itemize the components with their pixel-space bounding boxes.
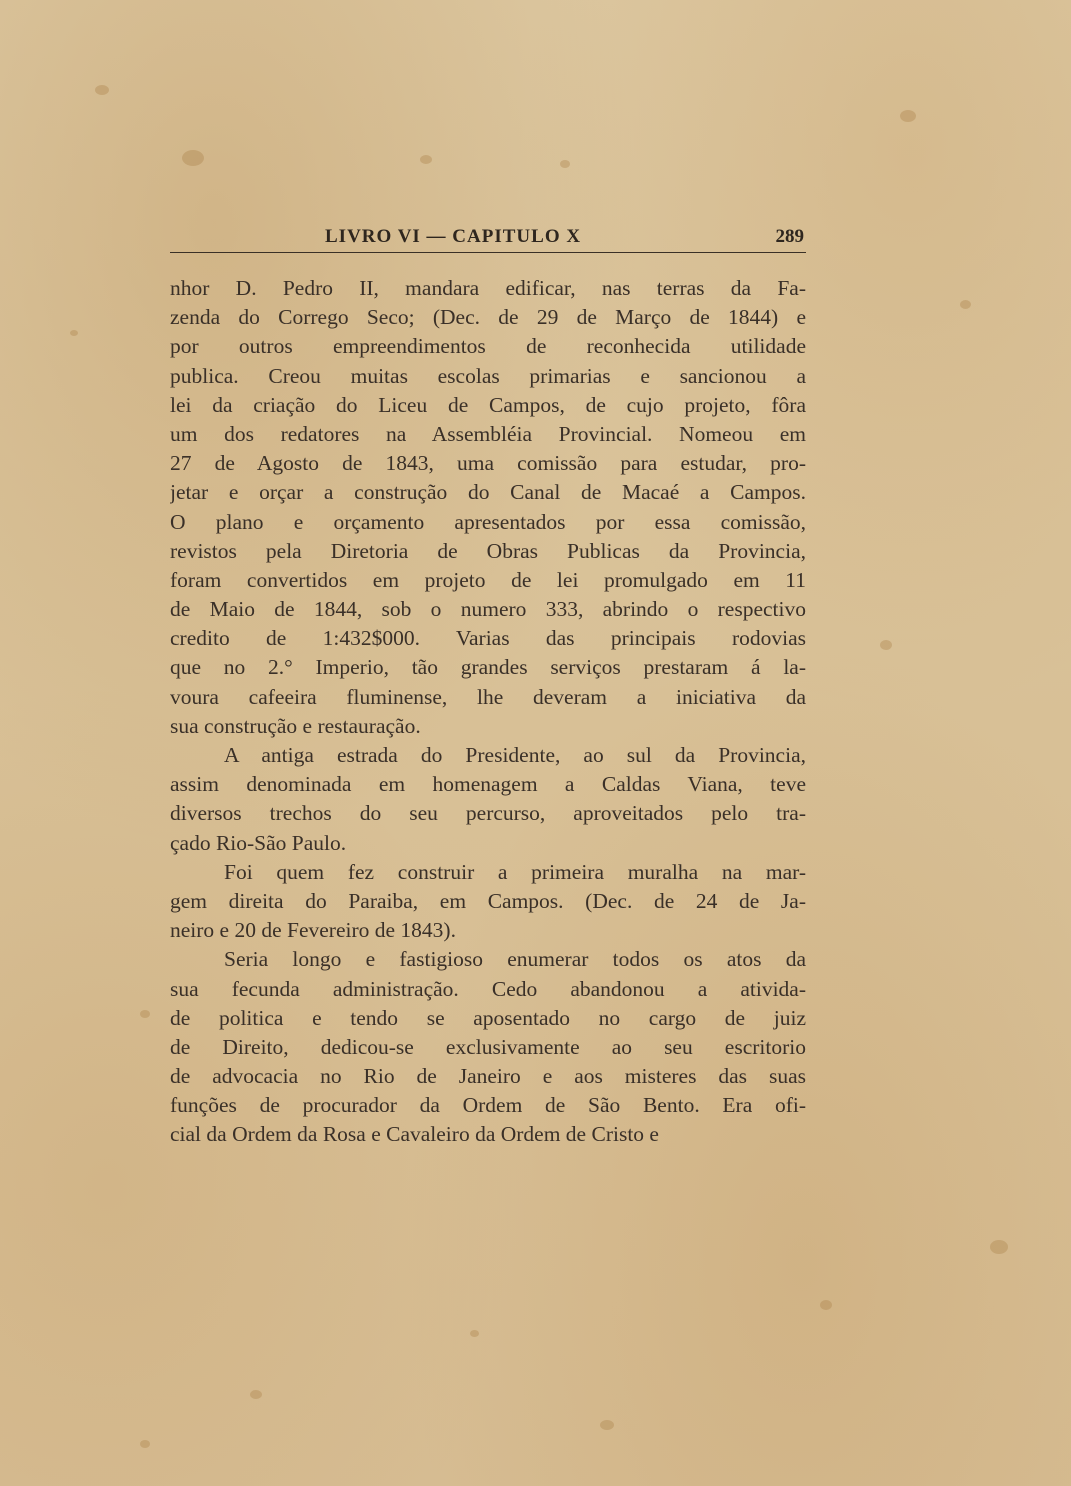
text-line: de politica e tendo se aposentado no cargo de juiz <box>170 1005 806 1030</box>
foxing-spot <box>140 1010 150 1018</box>
text-line: voura cafeeira fluminense, lhe deveram a iniciativa da <box>170 684 806 709</box>
foxing-spot <box>70 330 78 336</box>
text-line: foram convertidos em projeto de lei promulgado em 11 <box>170 567 806 592</box>
text-line: publica. Creou muitas escolas primarias e sancionou a <box>170 363 806 388</box>
foxing-spot <box>560 160 570 168</box>
text-line: neiro e 20 de Fevereiro de 1843). <box>170 918 456 943</box>
text-line: 27 de Agosto de 1843, uma comissão para estudar, pro- <box>170 451 806 476</box>
text-line: funções de procurador da Ordem de São Bento. Era ofi- <box>170 1093 806 1118</box>
text-line: de Maio de 1844, sob o numero 333, abrindo o respectivo <box>170 597 806 622</box>
foxing-spot <box>250 1390 262 1399</box>
text-line: zenda do Corrego Seco; (Dec. de 29 de Março de 1844) e <box>170 305 806 330</box>
foxing-spot <box>880 640 892 650</box>
text-line: sua construção e restauração. <box>170 713 421 738</box>
text-line: nhor D. Pedro II, mandara edificar, nas terras da Fa- <box>170 276 806 300</box>
text-line: revistos pela Diretoria de Obras Publicas da Provincia, <box>170 538 806 563</box>
text-line: diversos trechos do seu percurso, aproveitados pelo tra- <box>170 801 806 826</box>
text-line: de advocacia no Rio de Janeiro e aos misteres das suas <box>170 1064 806 1089</box>
text-line: de Direito, dedicou-se exclusivamente ao seu escritorio <box>170 1034 806 1059</box>
text-line: sua fecunda administração. Cedo abandonou a ativida- <box>170 976 806 1001</box>
text-line: Foi quem fez construir a primeira muralha na mar- <box>224 859 806 884</box>
foxing-spot <box>95 85 109 95</box>
text-line: gem direita do Paraiba, em Campos. (Dec. de 24 de Ja- <box>170 888 806 913</box>
text-line: cial da Ordem da Rosa e Cavaleiro da Ordem de Cristo e <box>170 1122 659 1147</box>
text-line: A antiga estrada do Presidente, ao sul da Provincia, <box>224 743 806 767</box>
foxing-spot <box>990 1240 1008 1254</box>
foxing-spot <box>420 155 432 164</box>
text-line: que no 2.° Imperio, tão grandes serviços prestaram á la- <box>170 655 806 680</box>
text-line: credito de 1:432$000. Varias das principais rodovias <box>170 626 806 651</box>
paragraph <box>170 858 806 946</box>
text-line: jetar e orçar a construção do Canal de Macaé a Campos. <box>170 480 806 505</box>
foxing-spot <box>182 150 204 166</box>
paragraph <box>170 274 806 741</box>
text-line: por outros empreendimentos de reconhecida utilidade <box>170 334 806 359</box>
foxing-spot <box>900 110 916 122</box>
text-line: lei da criação do Liceu de Campos, de cujo projeto, fôra <box>170 392 806 417</box>
foxing-spot <box>600 1420 614 1430</box>
text-line: um dos redatores na Assembléia Provincial. Nomeou em <box>170 421 806 446</box>
text-line: çado Rio-São Paulo. <box>170 830 347 855</box>
text-line: O plano e orçamento apresentados por essa comissão, <box>170 509 806 534</box>
body-text <box>170 274 806 1150</box>
foxing-spot <box>820 1300 832 1310</box>
foxing-spot <box>960 300 971 309</box>
text-line: assim denominada em homenagem a Caldas Viana, teve <box>170 772 806 797</box>
running-header <box>170 222 806 253</box>
text-line: Seria longo e fastigioso enumerar todos os atos da <box>224 947 806 972</box>
page-number: 289 <box>775 226 804 247</box>
foxing-spot <box>470 1330 479 1337</box>
running-title: LIVRO VI — CAPITULO X <box>325 226 582 247</box>
foxing-spot <box>140 1440 150 1448</box>
paragraph <box>170 945 806 1149</box>
paragraph <box>170 741 806 858</box>
